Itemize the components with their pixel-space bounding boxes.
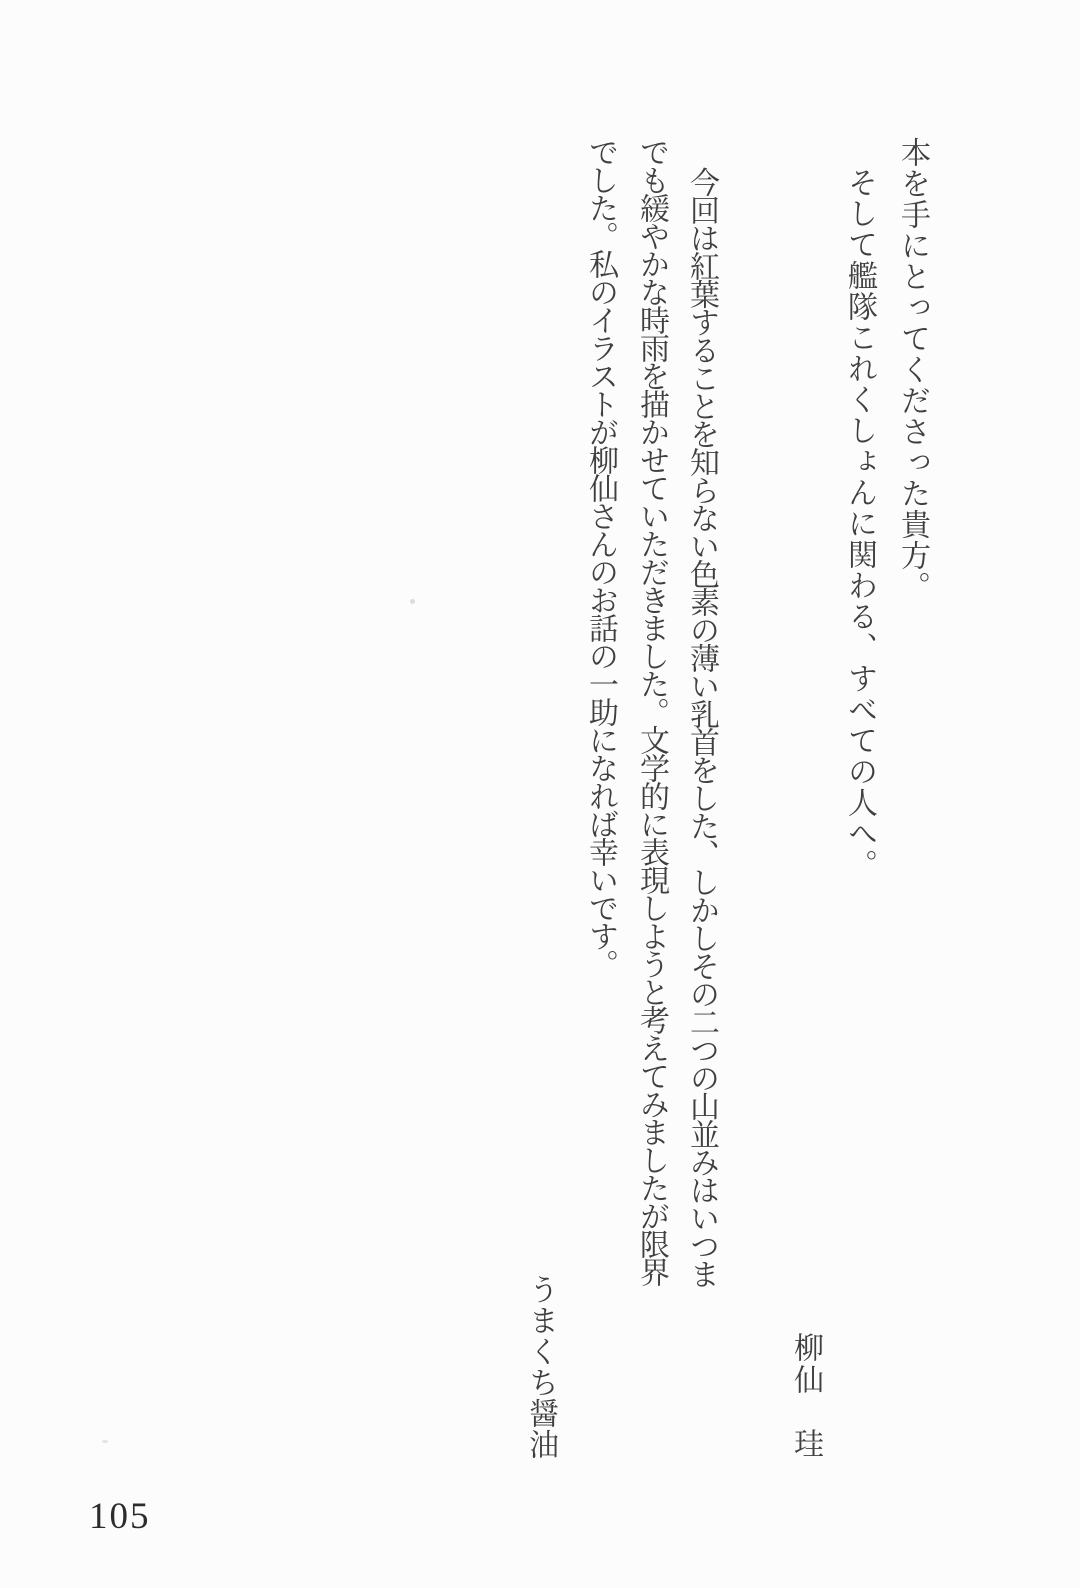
body-line-3: でした。私のイラストが柳仙さんのお話の一助になれば幸いです。 [584,137,617,977]
illustrator-signature: うまくち醤油 [524,1274,557,1460]
afterword-text-block [525,137,927,1460]
body-line-2: でも緩やかな時雨を描かせていただきました。文学的に表現しようと考えてみましたが限界 [635,137,668,1285]
author-signature: 柳仙 珪 [789,1332,822,1460]
body-line-1: 今回は紅葉することを知らない色素の薄い乳首をした、しかしその二つの山並みはいつま [685,167,718,1287]
scan-dust-speck [410,599,415,604]
page-number: 105 [89,1496,151,1537]
scan-dust-speck [102,1440,108,1443]
dedication-line-1: 本を手にとってくださった貴方。 [896,137,929,602]
dedication-line-2: そして艦隊これくしょんに関わる、すべての人へ。 [843,167,876,880]
